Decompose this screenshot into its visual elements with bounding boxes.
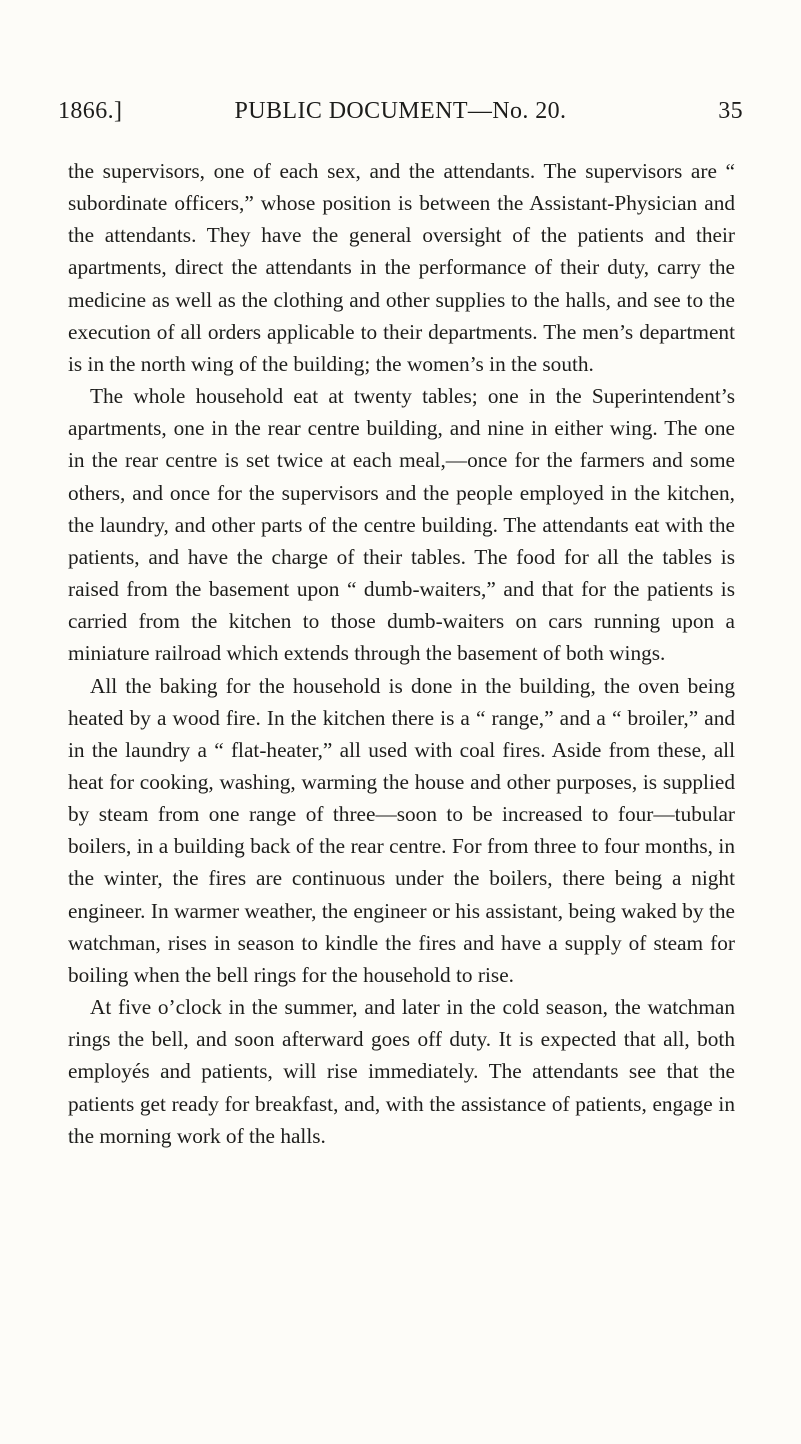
running-header bbox=[58, 98, 743, 130]
paragraph-continued: the supervisors, one of each sex, and the attendants. The supervisors are “ subordinate officers,” whose position is between the Assistant-Physician and the attendants. They have the general oversight of the patients and their apartments, direct the attendants in the performance of their duty, carry the medicine as well as the clothing and other supplies to the halls, and see to the execution of all orders applicable to their departments. The men’s department is in the north wing of the building; the women’s in the south. bbox=[68, 159, 735, 376]
header-title: PUBLIC DOCUMENT—No. 20. bbox=[234, 98, 567, 124]
paragraph: The whole household eat at twenty tables; one in the Superintendent’s apartments, one in the rear centre building, and nine in either wing. The one in the rear centre is set twice at each meal,—once for the farmers and some others, and once for the supervisors and the people employed in the kitchen, the laundry, and other parts of the centre building. The attendants eat with the patients, and have the charge of their tables. The food for all the tables is raised from the basement upon “ dumb-waiters,” and that for the patients is carried from the kitchen to those dumb-waiters on cars running upon a miniature railroad which extends through the basement of both wings. bbox=[68, 384, 735, 666]
header-year: 1866.] bbox=[58, 98, 123, 124]
page-number: 35 bbox=[718, 98, 743, 124]
paragraph: All the baking for the household is done in the building, the oven being heated by a wood fire. In the kitchen there is a “ range,” and a “ broiler,” and in the laundry a “ flat-heater,” all used with coal fires. Aside from these, all heat for cooking, washing, warming the house and other purposes, is supplied by steam from one range of three—soon to be increased to four—tubular boilers, in a building back of the rear centre. For from three to four months, in the winter, the fires are continuous under the boilers, there being a night engineer. In warmer weather, the engineer or his assistant, being waked by the watchman, rises in season to kindle the fires and have a supply of steam for boiling when the bell rings for the household to rise. bbox=[68, 673, 735, 987]
paragraph: At five o’clock in the summer, and later in the cold season, the watchman rings the bell, and soon afterward goes off duty. It is expected that all, both employés and patients, will rise immediately. The attendants see that the patients get ready for breakfast, and, with the assistance of patients, engage in the morning work of the halls. bbox=[68, 995, 735, 1148]
body-text bbox=[68, 155, 735, 1152]
